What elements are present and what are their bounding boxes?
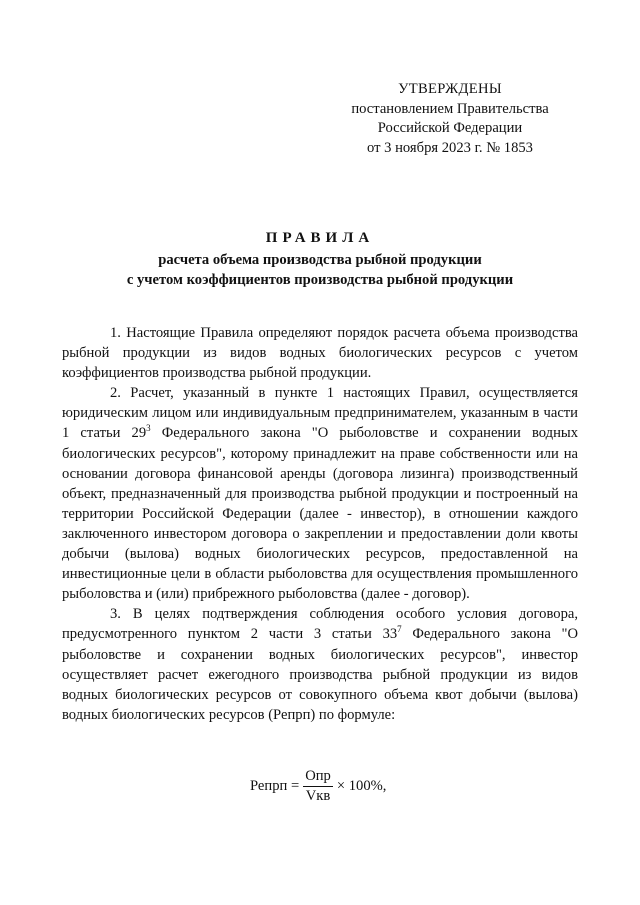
paragraph-2 [62,383,578,604]
paragraph-2-superscript: 3 [146,423,151,434]
paragraph-2-rest: Федерального закона "О рыболовстве и сохранении водных биологических ресурсов", которому принадлежит на праве собственности или на основании договора финансовой аренды (договора лизинга) производственный объект, предназначенный для производства рыбной продукции и построенный на территории Российской Федерации (далее - инвестор), в отношении каждого заключенного инвестором договора о закреплении и предоставлении доли квоты добычи (вылова) водных биологических ресурсов, предоставленной на инвестиционные цели в области рыболовства для осуществления промышленного рыболовства и (или) прибрежного рыболовства (далее - договор). [62,425,578,603]
document-subtitle [62,250,578,290]
paragraph-1: 1. Настоящие Правила определяют порядок расчета объема производства рыбной продукции из видов водных биологических ресурсов с учетом коэффициентов производства рыбной продукции. [62,325,578,382]
approval-line-date-number: от 3 ноября 2023 г. № 1853 [367,139,533,156]
paragraph-3-rest: Федерального закона "О рыболовстве и сохранении водных биологических ресурсов", инвестор осуществляет расчет ежегодного производства рыбной продукции из видов водных биологических ресурсов от совокупного объема квот добычи (вылова) водных биологических ресурсов (Репрп) по формуле: [62,626,579,723]
approval-line-decree: постановлением Правительства [351,100,549,117]
document-title: ПРАВИЛА [265,230,375,246]
approval-heading: УТВЕРЖДЕНЫ [398,81,502,97]
subtitle-line-2: с учетом коэффициентов производства рыбной продукции [126,272,514,288]
approval-block [300,80,600,158]
paragraph-2-start: 2. Расчет, указанный в пункте 1 настоящих Правил, осуществляется юридическим лицом или индивидуальным предпринимателем, указанным в части 1 статьи 29 [62,385,578,442]
paragraph-3-superscript: 7 [397,624,402,635]
formula-fraction [303,768,333,805]
document-body [62,323,578,725]
formula-denominator: Vкв [305,787,331,804]
subtitle-line-1: расчета объема производства рыбной продукции [158,252,482,268]
formula [250,766,386,806]
paragraph-3-start: 3. В целях подтверждения соблюдения особого условия договора, предусмотренного пунктом 2 части 3 статьи 33 [62,606,578,643]
paragraph-3 [62,604,578,725]
formula-numerator: Опр [303,768,333,787]
formula-rhs: × 100%, [336,777,387,794]
approval-line-government: Российской Федерации [377,120,523,136]
formula-lhs: Репрп = [250,777,300,794]
